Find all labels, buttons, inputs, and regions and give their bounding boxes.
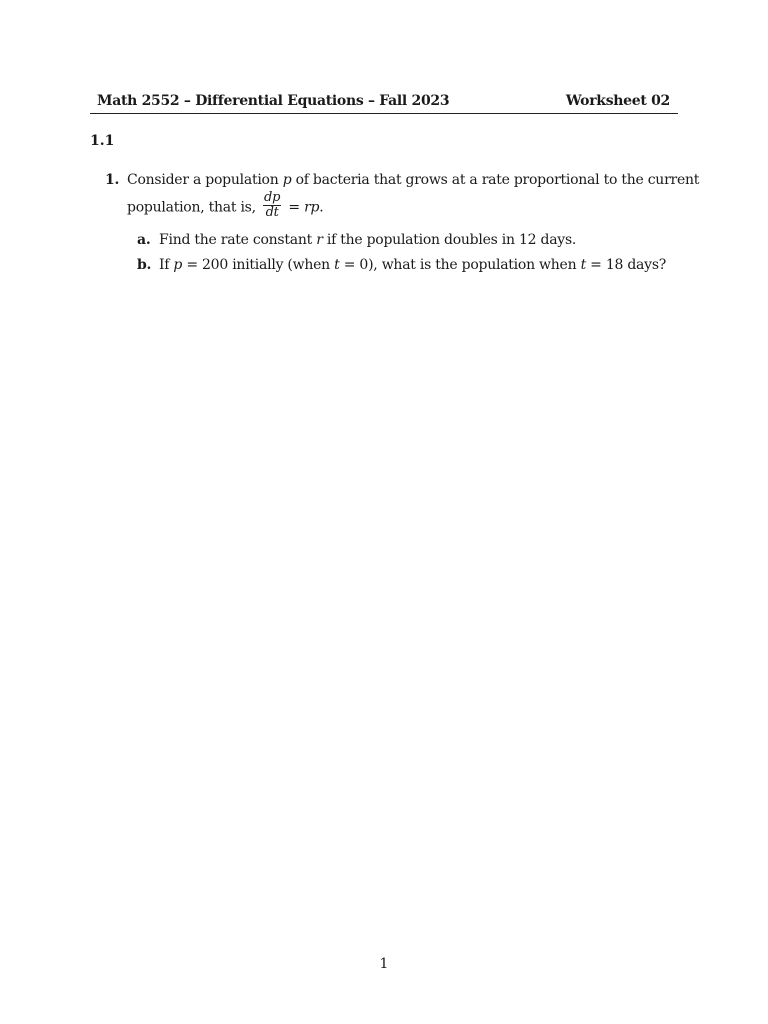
- variable-t: t: [334, 257, 340, 273]
- part-b: [137, 253, 666, 278]
- problem-1-parts: [137, 228, 666, 278]
- statement-text: population, that is,: [127, 199, 261, 216]
- page-number: 1: [379, 956, 389, 972]
- variable-t: t: [580, 257, 586, 273]
- problem-1-line-2: [127, 190, 324, 222]
- part-text: = 0), what is the population when: [339, 257, 581, 273]
- part-text: If: [159, 257, 174, 273]
- fraction-denominator: dt: [265, 205, 279, 220]
- derivative-fraction: [263, 191, 281, 220]
- problem-number: 1.: [105, 172, 120, 188]
- course-title: Math 2552 – Differential Equations – Fall 2023: [97, 93, 450, 109]
- part-text: = 18 days?: [585, 257, 667, 273]
- part-text: Find the rate constant: [159, 232, 317, 248]
- page-header: [90, 93, 678, 114]
- part-label: b.: [137, 257, 152, 273]
- variable-p: p: [173, 257, 183, 273]
- statement-text: Consider a population: [127, 172, 283, 188]
- period: .: [319, 199, 324, 216]
- equals-sign: =: [284, 199, 305, 216]
- variable-r: r: [316, 232, 323, 248]
- problem-1-statement: [127, 168, 700, 192]
- part-text: if the population doubles in 12 days.: [322, 232, 577, 248]
- variable-rp: rp: [304, 199, 320, 216]
- part-text: = 200 initially (when: [182, 257, 335, 273]
- statement-text: of bacteria that grows at a rate proportional to the current: [291, 172, 700, 188]
- part-a: [137, 228, 666, 253]
- fraction-numerator: dp: [264, 190, 281, 205]
- variable-p: p: [282, 172, 292, 188]
- problem-1-line-1: [105, 168, 700, 192]
- section-heading: 1.1: [90, 133, 115, 149]
- part-label: a.: [137, 232, 151, 248]
- worksheet-label: Worksheet 02: [565, 93, 670, 109]
